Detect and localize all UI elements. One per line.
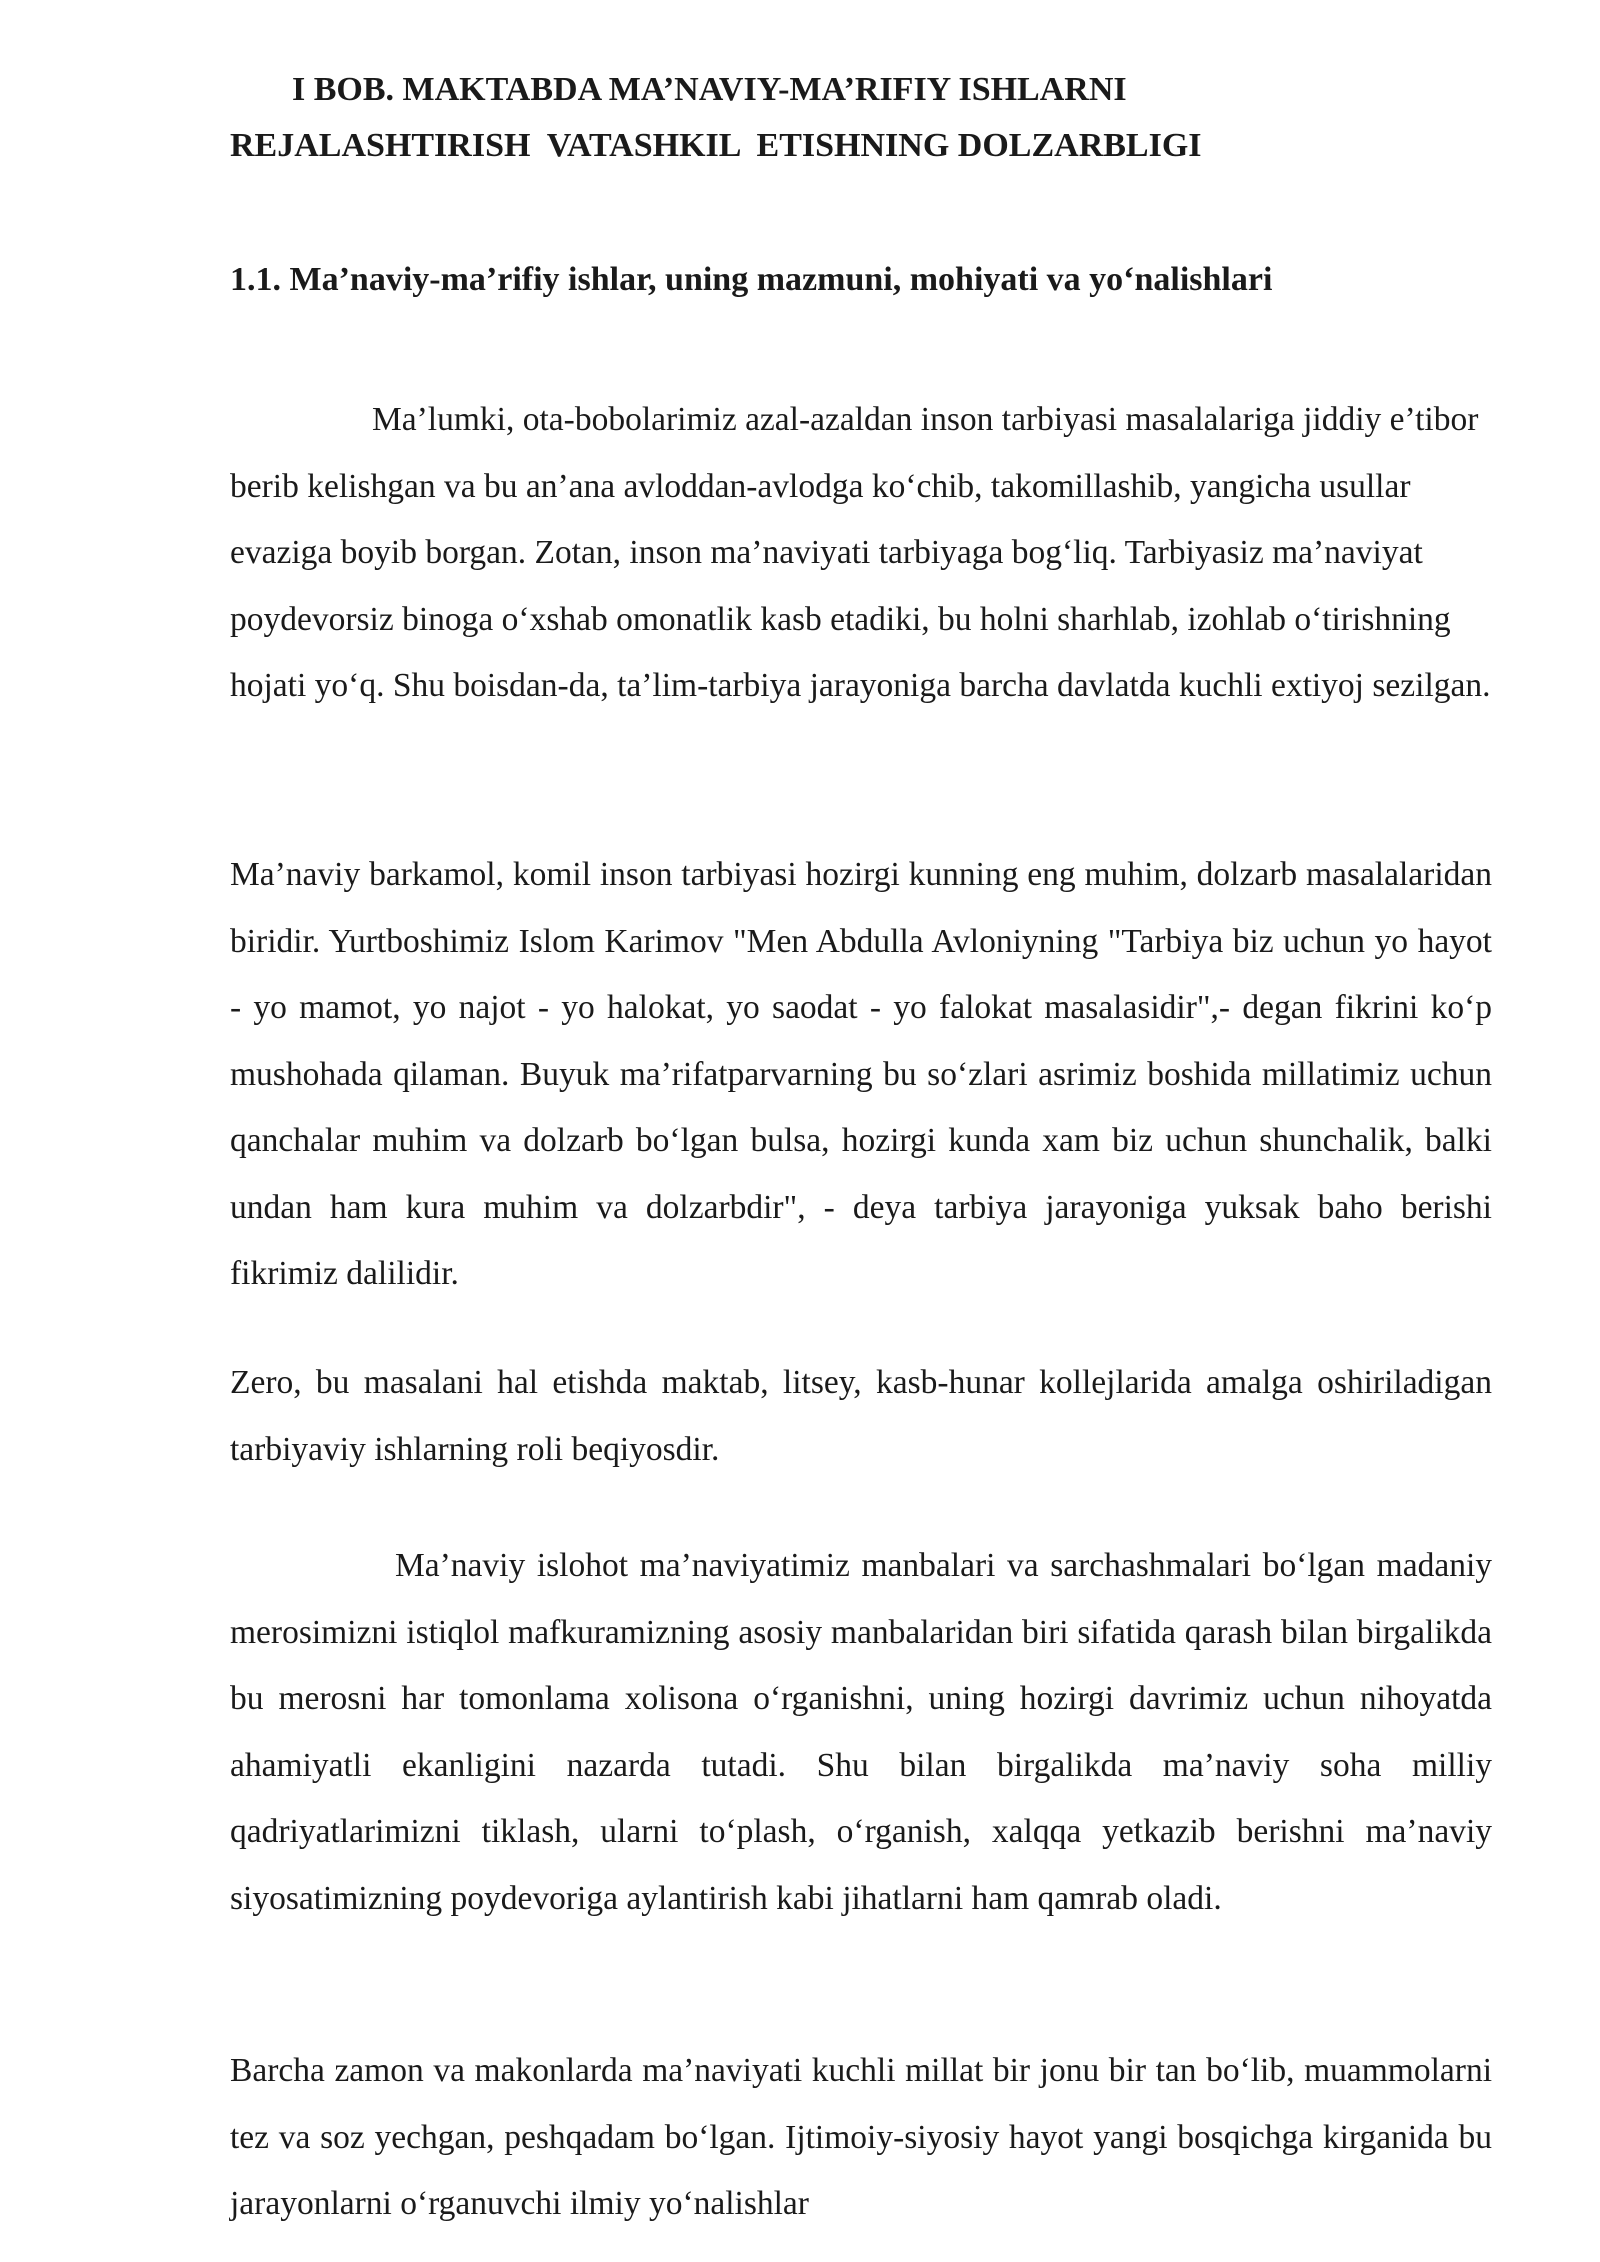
paragraph-2: Ma’naviy barkamol, komil inson tarbiyasi hozirgi kunning eng muhim, dolzarb masalalaridan biridir. Yurtboshimiz Islom Karimov "Men Abdulla Avloniyning "Tarbiya biz uchun yo hayot - yo mamot, yo najot - yo halokat, yo saodat - yo falokat masalasidir",- degan fikrini ko‘p mushohada qilaman. Buyuk ma’rifatparvarning bu so‘zlari asrimiz boshida millatimiz uchun qanchalar muhim va dolzarb bo‘lgan bulsa, hozirgi kunda xam biz uchun shunchalik, balki undan ham kura muhim va dolzarbdir", - deya tarbiya jarayoniga yuksak baho berishi fikrimiz dalilidir. [230,856,1492,1292]
paragraph-4: Ma’naviy islohot ma’naviyatimiz manbalari va sarchashmalari bo‘lgan madaniy merosimizni istiqlol mafkuramizning asosiy manbalaridan biri sifatida qarash bilan birgalikda bu merosni har tomonlama xolisona o‘rganishni, uning hozirgi davrimiz uchun nihoyatda ahamiyatli ekanligini nazarda tutadi. Shu bilan birgalikda ma’naviy soha milliy qadriyatlarimizni tiklash, ularni to‘plash, o‘rganish, xalqqa yetkazib berishni ma’naviy siyosatimizning poydevoriga aylantirish kabi jihatlarni ham qamrab oladi. [230,1547,1492,1917]
chapter-title [230,62,1430,174]
chapter-title-line-2: REJALASHTIRISH VATASHKIL ETISHNING DOLZARBLIGI [230,127,1202,164]
paragraph-1: Ma’lumki, ota-bobolarimiz azal-azaldan inson tarbiyasi masalalariga jiddiy e’tibor berib kelishgan va bu an’ana avloddan-avlodga ko‘chib, takomillashib, yangicha usullar evaziga boyib borgan. Zotan, inson ma’naviyati tarbiyaga bog‘liq. Tarbiyasiz ma’naviyat poydevorsiz binoga o‘xshab omonatlik kasb etadiki, bu holni sharhlab, izohlab o‘tirishning hojati yo‘q. Shu boisdan-da, ta’lim-tarbiya jarayoniga barcha davlatda kuchli extiyoj sezilgan. [230,401,1491,704]
paragraph-3: Zero, bu masalani hal etishda maktab, litsey, kasb-hunar kollejlarida amalga oshiriladigan tarbiyaviy ishlarning roli beqiyosdir. [230,1364,1492,1468]
paragraph-5: Barcha zamon va makonlarda ma’naviyati kuchli millat bir jonu bir tan bo‘lib, muammolarni tez va soz yechgan, peshqadam bo‘lgan. Ijtimoiy-siyosiy hayot yangi bosqichga kirganida bu jarayonlarni o‘rganuvchi ilmiy yo‘nalishlar [230,2052,1492,2222]
chapter-title-line-1: I BOB. MAKTABDA MA’NAVIY-MA’RIFIY ISHLARNI [292,71,1127,108]
section-title: 1.1. Ma’naviy-ma’rifiy ishlar, uning mazmuni, mohiyati va yo‘nalishlari [230,261,1273,298]
